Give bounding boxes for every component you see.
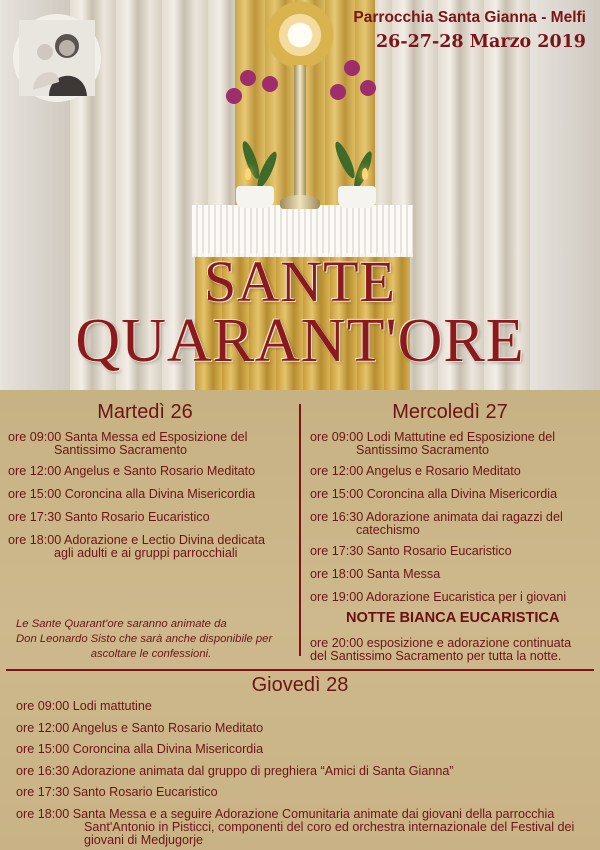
thursday-event: ore 17:30 Santo Rosario Eucaristico [16,785,218,799]
parish-name: Parrocchia Santa Gianna - Melfi [353,9,586,26]
event-line: ore 09:00 Santa Messa ed Esposizione del [8,430,248,444]
event-line: Santissimo Sacramento [356,443,489,457]
saint-portrait [13,14,101,102]
candle-flame-icon [245,168,251,180]
wednesday-event [310,431,555,457]
orchid-flower-icon [360,80,376,96]
flower-pot [236,186,274,208]
event-line: ore 20:00 esposizione e adorazione continuata [310,636,572,650]
wednesday-event: ore 18:00 Santa Messa [310,567,441,581]
monstrance-stem [294,65,306,205]
day-heading-thursday: Giovedì 28 [251,674,349,696]
portrait-mother-child-icon [19,20,95,96]
note-line: Le Sante Quarant'ore saranno animate da [16,618,227,630]
notte-bianca-heading: NOTTE BIANCA EUCARISTICA [346,610,560,626]
wednesday-event [310,511,563,537]
confession-note [16,617,286,662]
orchid-flower-icon [344,60,360,76]
event-line: del Santissimo Sacramento per tutta la notte. [310,649,562,663]
day-heading-tuesday: Martedì 26 [97,401,193,423]
event-line: Santissimo Sacramento [54,443,187,457]
wednesday-event: ore 17:30 Santo Rosario Eucaristico [310,544,512,558]
event-line: agli adulti e ai gruppi parrocchiali [54,546,238,560]
orchid-flower-icon [262,76,278,92]
tuesday-event: ore 17:30 Santo Rosario Eucaristico [8,510,210,524]
thursday-event: ore 16:30 Adorazione animata dal gruppo di preghiera “Amici di Santa Gianna” [16,764,454,778]
thursday-event: ore 09:00 Lodi mattutine [16,699,152,713]
tuesday-event [8,534,265,560]
event-line: giovani di Medjugorje [84,833,204,847]
wednesday-event: ore 15:00 Coroncina alla Divina Misericordia [310,487,558,501]
wednesday-event: ore 12:00 Angelus e Rosario Meditato [310,464,521,478]
altar-photo [0,0,600,390]
wednesday-event [310,637,571,663]
tuesday-event: ore 15:00 Coroncina alla Divina Misericordia [8,487,256,501]
orchid-flower-icon [226,88,242,104]
thursday-event: ore 15:00 Coroncina alla Divina Misericordia [16,742,264,756]
event-line: catechismo [356,523,420,537]
flower-pot [338,186,376,208]
tuesday-event: ore 12:00 Angelus e Santo Rosario Meditato [8,464,256,478]
wednesday-event: ore 19:00 Adorazione Eucaristica per i giovani [310,590,567,604]
event-line: ore 18:00 Santa Messa e a seguire Adorazione Comunitaria animate dai giovani della parrocchia [16,807,555,821]
column-divider [299,404,301,656]
event-dates: 26-27-28 Marzo 2019 [375,32,586,52]
section-divider [6,669,594,671]
note-line: Don Leonardo Sisto che sarà anche disponibile per [16,633,273,645]
monstrance-icon [258,0,342,70]
note-line: ascoltare le confessioni. [90,648,212,660]
day-heading-wednesday: Mercoledì 27 [392,401,508,423]
event-line: ore 16:30 Adorazione animata dai ragazzi del [310,510,563,524]
thursday-event: ore 12:00 Angelus e Santo Rosario Meditato [16,721,264,735]
event-line: ore 09:00 Lodi Mattutine ed Esposizione del [310,430,556,444]
title-line-1: SANTE [204,249,396,314]
monstrance-base [280,195,320,209]
thursday-event [16,808,596,847]
orchid-flower-icon [240,70,256,86]
title-line-2: QUARANT'ORE [75,307,525,375]
candle-flame-icon [362,168,368,180]
tuesday-event [8,431,247,457]
event-line: Sant'Antonio in Pisticci, componenti del coro ed orchestra internazionale del Festival dei [84,820,575,834]
orchid-flower-icon [330,84,346,100]
event-line: ore 18:00 Adorazione e Lectio Divina dedicata [8,533,265,547]
